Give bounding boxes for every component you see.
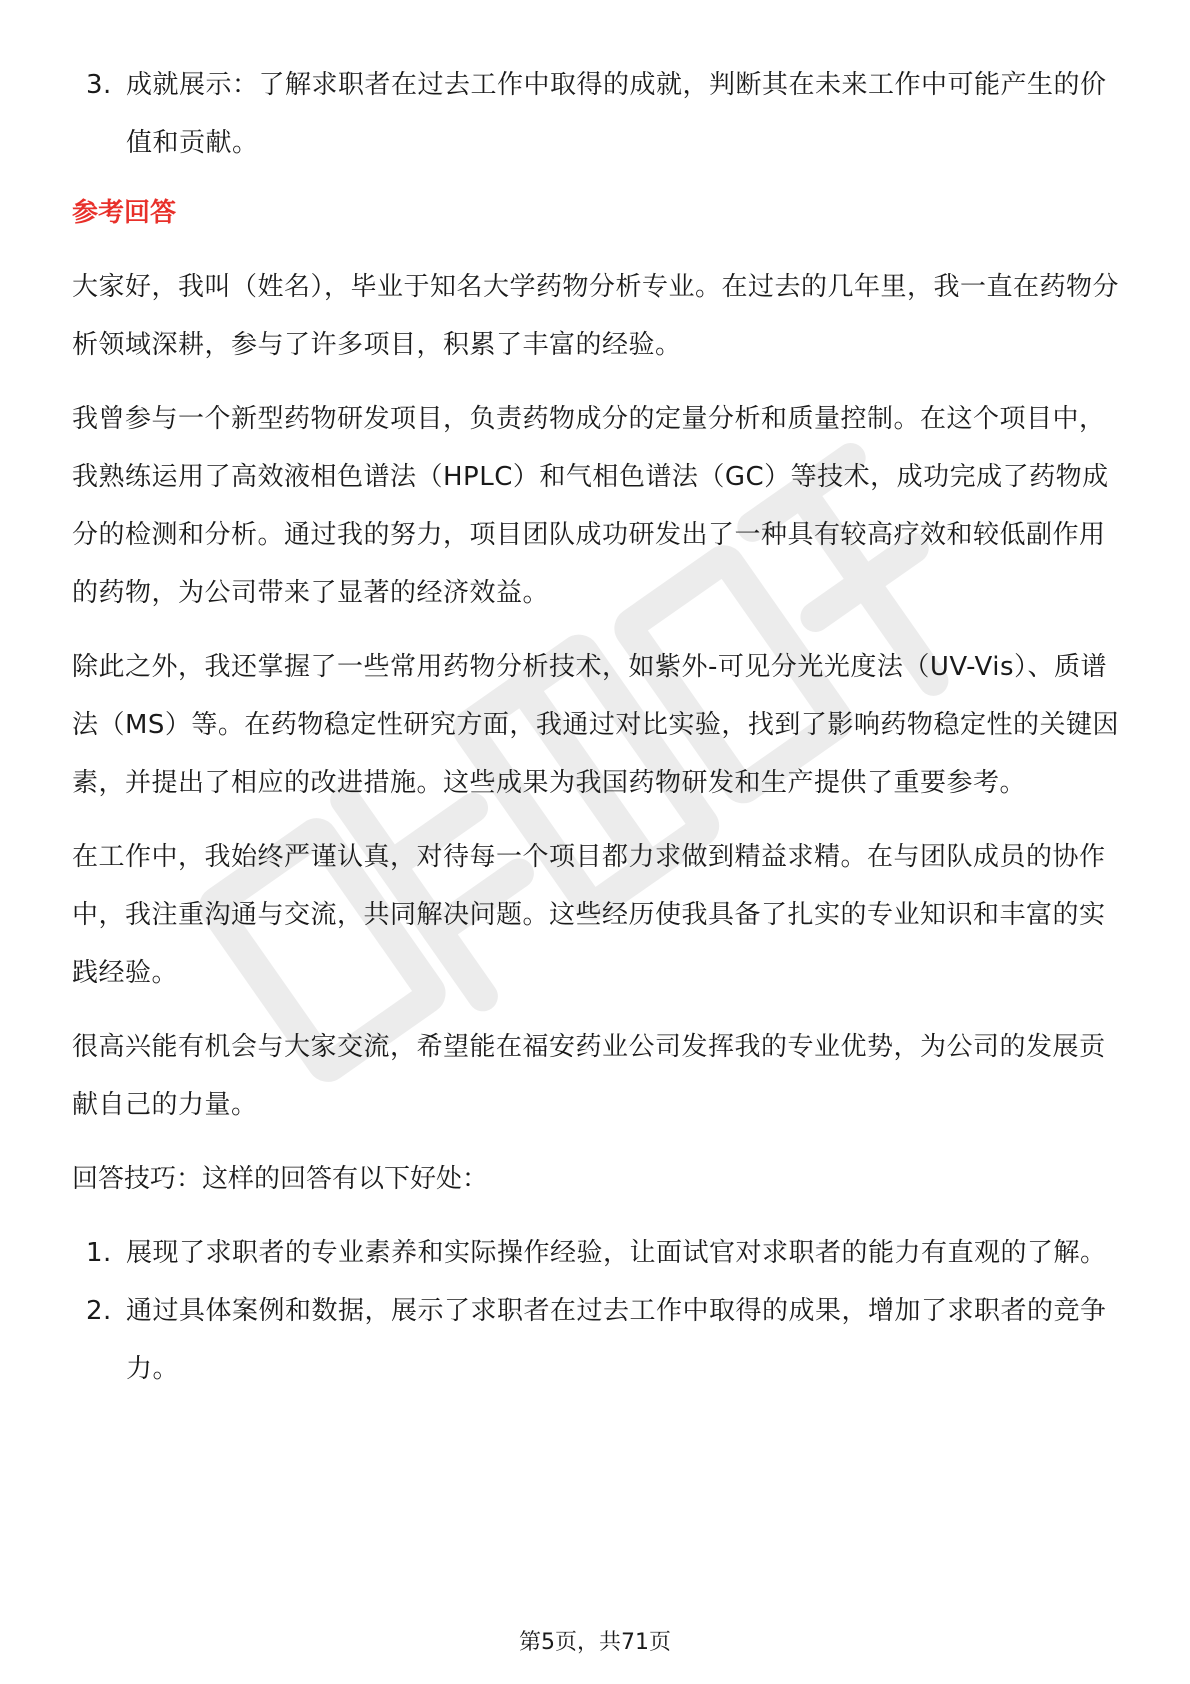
list-number: 1. — [86, 1238, 112, 1268]
list-item — [72, 1224, 1122, 1282]
list-item — [72, 1282, 1122, 1398]
paragraph: 很高兴能有机会与大家交流，希望能在福安药业公司发挥我的专业优势，为公司的发展贡献自己的力量。 — [72, 1032, 1106, 1120]
list-number: 2. — [86, 1296, 112, 1326]
paragraph: 我曾参与一个新型药物研发项目，负责药物成分的定量分析和质量控制。在这个项目中，我熟练运用了高效液相色谱法（HPLC）和气相色谱法（GC）等技术，成功完成了药物成分的检测和分析。通过我的努力，项目团队成功研发出了一种具有较高疗效和较低副作用的药物，为公司带来了显著的经济效益。 — [72, 404, 1109, 608]
list-number: 3. — [86, 70, 112, 100]
list-item — [72, 56, 1122, 172]
section-heading: 参考回答 — [72, 198, 177, 228]
list-item-text: 展现了求职者的专业素养和实际操作经验，让面试官对求职者的能力有直观的了解。 — [126, 1238, 1107, 1268]
page-footer: 第5页，共71页 — [519, 1630, 671, 1655]
paragraph: 在工作中，我始终严谨认真，对待每一个项目都力求做到精益求精。在与团队成员的协作中，我注重沟通与交流，共同解决问题。这些经历使我具备了扎实的专业知识和丰富的实践经验。 — [72, 842, 1106, 988]
paragraph: 除此之外，我还掌握了一些常用药物分析技术，如紫外-可见分光光度法（UV-Vis）、质谱法（MS）等。在药物稳定性研究方面，我通过对比实验，找到了影响药物稳定性的关键因素，并提出了相应的改进措施。这些成果为我国药物研发和生产提供了重要参考。 — [72, 652, 1119, 798]
document-content — [72, 56, 1122, 1398]
tips-intro: 回答技巧：这样的回答有以下好处： — [72, 1164, 489, 1194]
list-item-text: 通过具体案例和数据，展示了求职者在过去工作中取得的成果，增加了求职者的竞争力。 — [126, 1296, 1107, 1384]
paragraph: 大家好，我叫（姓名），毕业于知名大学药物分析专业。在过去的几年里，我一直在药物分析领域深耕，参与了许多项目，积累了丰富的经验。 — [72, 272, 1120, 360]
tips-list — [72, 1224, 1122, 1398]
list-item-text: 成就展示：了解求职者在过去工作中取得的成就，判断其在未来工作中可能产生的价值和贡献。 — [126, 70, 1107, 158]
